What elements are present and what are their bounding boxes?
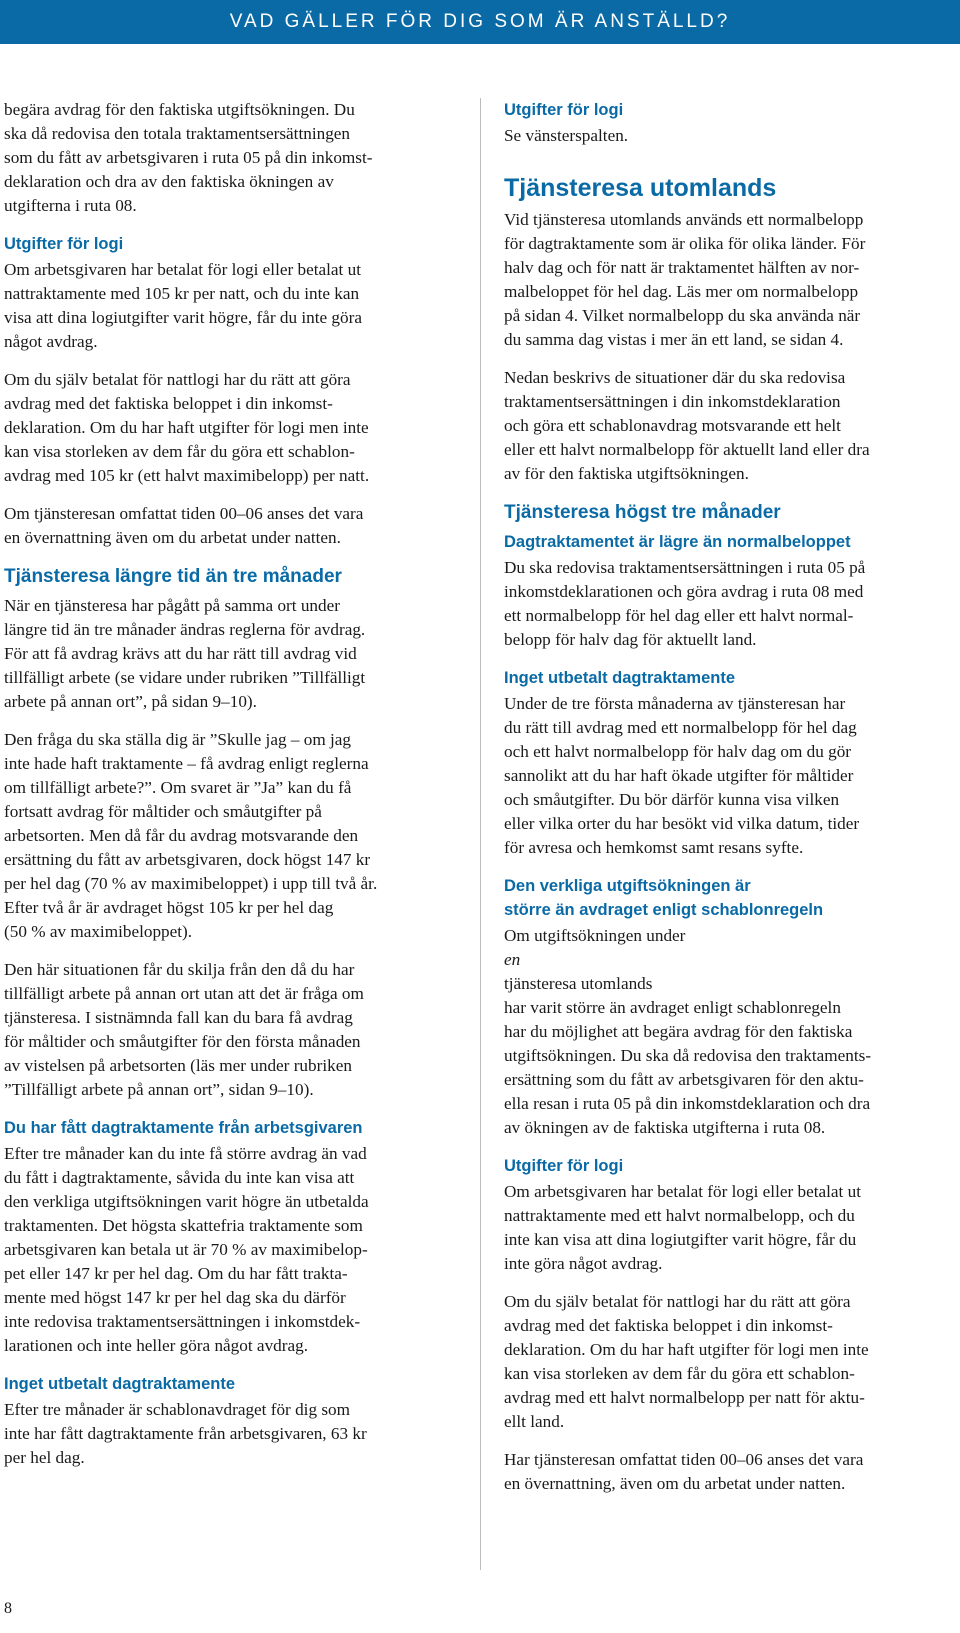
paragraph	[4, 502, 456, 550]
text-line: som du fått av arbetsgivaren i ruta 05 på din inkomst-	[4, 148, 373, 167]
text-line: arbete på annan ort”, på sidan 9–10).	[4, 692, 257, 711]
text-line: och göra ett schablonavdrag motsvarande ett helt	[504, 416, 841, 435]
section-heading: Du har fått dagtraktamente från arbetsgivaren	[4, 1119, 363, 1137]
paragraph	[504, 924, 956, 1140]
text-line: ett normalbelopp för hel dag eller ett halvt normal-	[504, 606, 854, 625]
section-heading: Tjänsteresa högst tre månader	[504, 502, 781, 523]
text-line: malbeloppet för hel dag. Läs mer om normalbelopp	[504, 282, 859, 301]
text-line: Om du själv betalat för nattlogi har du rätt att göra	[504, 1292, 851, 1311]
text-line: avdrag med ett halvt normalbelopp per natt för aktu-	[504, 1388, 865, 1407]
text-line: Har tjänsteresan omfattat tiden 00–06 anses det vara	[504, 1450, 864, 1469]
header-banner	[0, 0, 960, 44]
text-line: Efter tre månader är schablonavdraget för dig som	[4, 1400, 350, 1419]
text-line: halv dag och för natt är traktamentet hälften av nor-	[504, 258, 860, 277]
text-line: en övernattning, även om du arbetat under natten.	[504, 1474, 846, 1493]
subsection-heading: Utgifter för logi	[504, 1157, 624, 1175]
section-heading: Utgifter för logi	[504, 101, 624, 119]
text-line: Se vänsterspalten.	[504, 126, 629, 145]
text-line: inte göra något avdrag.	[504, 1254, 663, 1273]
text-line: ersättning du fått av arbetsgivaren, dock högst 147 kr	[4, 850, 371, 869]
paragraph	[504, 556, 956, 652]
text-line: inte redovisa traktamentsersättningen i inkomstdek-	[4, 1312, 361, 1331]
paragraph	[504, 1180, 956, 1276]
paragraph	[4, 98, 456, 218]
text-line: tillfälligt arbete (se vidare under rubriken ”Tillfälligt	[4, 668, 366, 687]
paragraph	[4, 728, 456, 944]
text-line: du fått i dagtraktamente, såvida du inte kan visa att	[4, 1168, 355, 1187]
page-number: 8	[4, 1600, 12, 1617]
text-line: belopp för halv dag för aktuellt land.	[504, 630, 757, 649]
header-title: VAD GÄLLER FÖR DIG SOM ÄR ANSTÄLLD?	[229, 11, 731, 32]
text-line: nattraktamente med ett halvt normalbelopp, och du	[504, 1206, 855, 1225]
text-line: traktamentsersättningen i din inkomstdeklaration	[504, 392, 841, 411]
section-heading: Utgifter för logi	[4, 235, 124, 253]
text-line: ”Tillfälligt arbete på annan ort”, sidan 9–10).	[4, 1080, 314, 1099]
text-run: tjänsteresa utomlands	[504, 974, 653, 993]
paragraph	[504, 366, 956, 486]
text-line: om tillfälligt arbete?”. Om svaret är ”Ja” kan du få	[4, 778, 352, 797]
paragraph	[504, 1448, 956, 1496]
text-line: för måltider och småutgifter för den första månaden	[4, 1032, 361, 1051]
text-line: tjänsteresa. I sistnämnda fall kan du bara få avdrag	[4, 1008, 353, 1027]
paragraph	[504, 692, 956, 860]
column-divider	[480, 98, 481, 1570]
text-line: deklaration. Om du har haft utgifter för logi men inte	[4, 418, 369, 437]
text-line: (50 % av maximibeloppet).	[4, 922, 193, 941]
text-line: mente med högst 147 kr per hel dag ska du därför	[4, 1288, 346, 1307]
text-line: sannolikt att du har haft ökade utgifter för måltider	[504, 766, 854, 785]
text-line: för avresa och hemkomst samt resans syfte.	[504, 838, 804, 857]
text-line: nattraktamente med 105 kr per natt, och du inte kan	[4, 284, 360, 303]
text-line: Nedan beskrivs de situationer där du ska redovisa	[504, 368, 846, 387]
text-line: ellt land.	[504, 1412, 565, 1431]
paragraph	[504, 1290, 956, 1434]
text-line: Efter tre månader kan du inte få större avdrag än vad	[4, 1144, 367, 1163]
text-line: ella resan i ruta 05 på din inkomstdeklaration och dra	[504, 1094, 871, 1113]
text-line: Den här situationen får du skilja från den då du har	[4, 960, 355, 979]
text-line: avdrag med det faktiska beloppet i din inkomst-	[4, 394, 333, 413]
text-line: utgiftsökningen. Du ska då redovisa den traktaments-	[504, 1046, 872, 1065]
text-line: för dagtraktamente som är olika för olika länder. För	[504, 234, 866, 253]
paragraph	[4, 258, 456, 354]
text-line: inte kan visa att dina logiutgifter varit högre, får du	[504, 1230, 857, 1249]
text-line: Om arbetsgivaren har betalat för logi eller betalat ut	[4, 260, 361, 279]
text-line: en övernattning även om du arbetat under natten.	[4, 528, 341, 547]
text-line: kan visa storleken av dem får du göra ett schablon-	[504, 1364, 855, 1383]
text-line: För att få avdrag krävs att du har rätt till avdrag vid	[4, 644, 357, 663]
left-column	[4, 98, 456, 1484]
text-line: den verkliga utgiftsökningen varit högre än utbetalda	[4, 1192, 369, 1211]
text-line: deklaration och dra av den faktiska ökningen av	[4, 172, 334, 191]
text-line: arbetsgivaren kan betala ut är 70 % av maximibelop-	[4, 1240, 368, 1259]
text-line: större än avdraget enligt schablonregeln	[504, 901, 824, 919]
text-line: deklaration. Om du har haft utgifter för logi men inte	[504, 1340, 869, 1359]
text-line: avdrag med 105 kr (ett halvt maximibelopp) per natt.	[4, 466, 370, 485]
text-line: Den fråga du ska ställa dig är ”Skulle jag – om jag	[4, 730, 351, 749]
text-line: längre tid än tre månader ändras reglerna för avdrag.	[4, 620, 366, 639]
text-line: inte har fått dagtraktamente från arbetsgivaren, 63 kr	[4, 1424, 367, 1443]
text-line: begära avdrag för den faktiska utgiftsökningen. Du	[4, 100, 355, 119]
paragraph	[4, 1398, 456, 1470]
text-line: larationen och inte heller göra något avdrag.	[4, 1336, 308, 1355]
text-line: visa att dina logiutgifter varit högre, får du inte göra	[4, 308, 362, 327]
section-heading: Inget utbetalt dagtraktamente	[4, 1375, 236, 1393]
text-line: har varit större än avdraget enligt schablonregeln	[504, 998, 841, 1017]
text-line: Efter två år är avdraget högst 105 kr per hel dag	[4, 898, 334, 917]
section-heading: Tjänsteresa längre tid än tre månader	[4, 566, 342, 587]
text-line: eller ett halvt normalbelopp för aktuellt land eller dra	[504, 440, 870, 459]
text-line: Vid tjänsteresa utomlands används ett normalbelopp	[504, 210, 864, 229]
text-line: kan visa storleken av dem får du göra ett schablon-	[4, 442, 355, 461]
text-line: Om arbetsgivaren har betalat för logi eller betalat ut	[504, 1182, 861, 1201]
text-line: något avdrag.	[4, 332, 98, 351]
text-line: du rätt till avdrag med ett normalbelopp för hel dag	[504, 718, 857, 737]
text-line: inkomstdeklarationen och göra avdrag i ruta 08 med	[504, 582, 864, 601]
paragraph	[4, 1142, 456, 1358]
subsection-heading: Inget utbetalt dagtraktamente	[504, 669, 736, 687]
text-line: Du ska redovisa traktamentsersättningen i ruta 05 på	[504, 558, 866, 577]
text-line: av för den faktiska utgiftsökningen.	[504, 464, 749, 483]
text-line: traktamenten. Det högsta skattefria traktamente som	[4, 1216, 363, 1235]
paragraph	[4, 368, 456, 488]
text-line: av vistelsen på arbetsorten (läs mer under rubriken	[4, 1056, 352, 1075]
text-line: fortsatt avdrag för måltider och småutgifter på	[4, 802, 322, 821]
text-line: av ökningen av de faktiska utgifterna i ruta 08.	[504, 1118, 826, 1137]
text-line: inte hade haft traktamente – få avdrag enligt reglerna	[4, 754, 369, 773]
text-line: eller vilka orter du har besökt vid vilka datum, tider	[504, 814, 860, 833]
text-line: När en tjänsteresa har pågått på samma ort under	[4, 596, 340, 615]
text-line: per hel dag (70 % av maximibeloppet) i upp till två år.	[4, 874, 378, 893]
right-column	[504, 98, 956, 1510]
text-line: Under de tre första månaderna av tjänsteresan har	[504, 694, 846, 713]
text-line: på sidan 4. Vilket normalbelopp du ska använda när	[504, 306, 861, 325]
paragraph	[4, 594, 456, 714]
text-line: har du möjlighet att begära avdrag för den faktiska	[504, 1022, 853, 1041]
text-line: och ett halvt normalbelopp för halv dag om du gör	[504, 742, 852, 761]
text-line: ska då redovisa den totala traktamentsersättningen	[4, 124, 351, 143]
text-line: avdrag med det faktiska beloppet i din inkomst-	[504, 1316, 833, 1335]
text-line: du samma dag vistas i mer än ett land, se sidan 4.	[504, 330, 844, 349]
text-line: per hel dag.	[4, 1448, 85, 1467]
text-line: och småutgifter. Du bör därför kunna visa vilken	[504, 790, 840, 809]
text-line: Den verkliga utgiftsökningen är	[504, 877, 751, 895]
subsection-heading: Dagtraktamentet är lägre än normalbeloppet	[504, 533, 851, 551]
chapter-heading: Tjänsteresa utomlands	[504, 174, 777, 202]
paragraph	[504, 124, 956, 148]
text-line: pet eller 147 kr per hel dag. Om du har fått trakta-	[4, 1264, 348, 1283]
paragraph	[504, 208, 956, 352]
text-line: ersättning som du fått av arbetsgivaren för den aktu-	[504, 1070, 864, 1089]
text-line: tillfälligt arbete på annan ort utan att det är fråga om	[4, 984, 364, 1003]
emphasis: en	[504, 950, 521, 969]
text-line: Om du själv betalat för nattlogi har du rätt att göra	[4, 370, 351, 389]
text-line: arbetsorten. Men då får du avdrag motsvarande den	[4, 826, 359, 845]
paragraph	[4, 958, 456, 1102]
text-line: Om tjänsteresan omfattat tiden 00–06 anses det vara	[4, 504, 364, 523]
subsection-heading	[504, 874, 956, 922]
text-run: Om utgiftsökningen under	[504, 926, 686, 945]
text-line: utgifterna i ruta 08.	[4, 196, 137, 215]
